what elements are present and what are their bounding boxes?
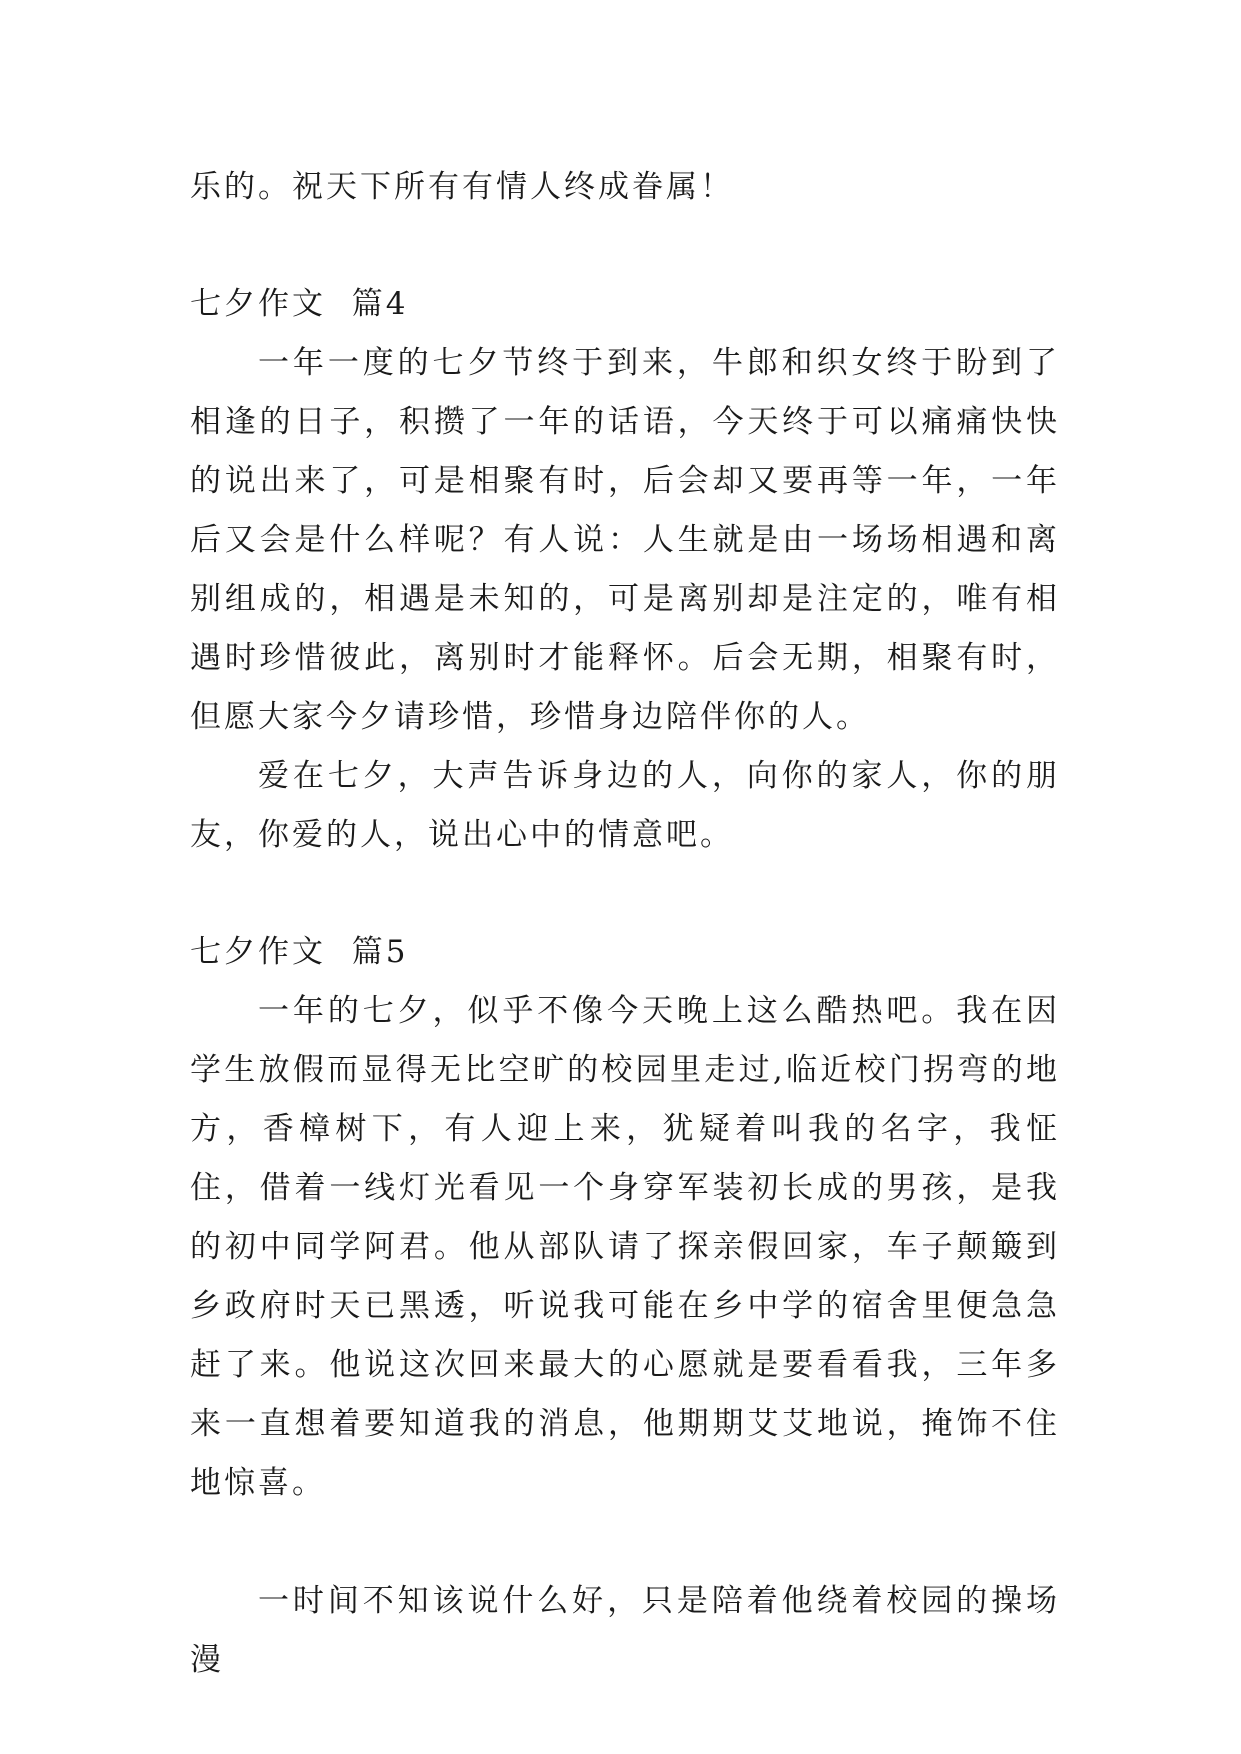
intro-line: 乐的。祝天下所有有情人终成眷属！	[190, 169, 734, 205]
section-4-heading: 七夕作文 篇4	[190, 286, 409, 322]
section-5-paragraph-2: 一时间不知该说什么好，只是陪着他绕着校园的操场漫	[190, 1583, 1060, 1678]
section-spacer	[190, 865, 1060, 923]
section-5-paragraph-1: 一年的七夕，似乎不像今天晚上这么酷热吧。我在因学生放假而显得无比空旷的校园里走过,临近校门拐弯的地方，香樟树下，有人迎上来，犹疑着叫我的名字，我怔住，借着一线灯光看见一个身穿军装初长成的男孩，是我的初中同学阿君。他从部队请了探亲假回家，车子颠簸到乡政府时天已黑透，听说我可能在乡中学的宿舍里便急急赶了来。他说这次回来最大的心愿就是要看看我，三年多来一直想着要知道我的消息，他期期艾艾地说，掩饰不住地惊喜。	[190, 993, 1060, 1501]
section-4-paragraph-2: 爱在七夕，大声告诉身边的人，向你的家人，你的朋友，你爱的人，说出心中的情意吧。	[190, 758, 1060, 853]
document-body	[190, 158, 1060, 1690]
section-4-paragraph-1: 一年一度的七夕节终于到来，牛郎和织女终于盼到了相逢的日子，积攒了一年的话语，今天终于可以痛痛快快的说出来了，可是相聚有时，后会却又要再等一年，一年后又会是什么样呢？有人说：人生就是由一场场相遇和离别组成的，相遇是未知的，可是离别却是注定的，唯有相遇时珍惜彼此，离别时才能释怀。后会无期，相聚有时，但愿大家今夕请珍惜，珍惜身边陪伴你的人。	[190, 345, 1060, 735]
section-spacer	[190, 217, 1060, 275]
section-5-heading: 七夕作文 篇5	[190, 934, 409, 970]
paragraph-spacer	[190, 1513, 1060, 1572]
